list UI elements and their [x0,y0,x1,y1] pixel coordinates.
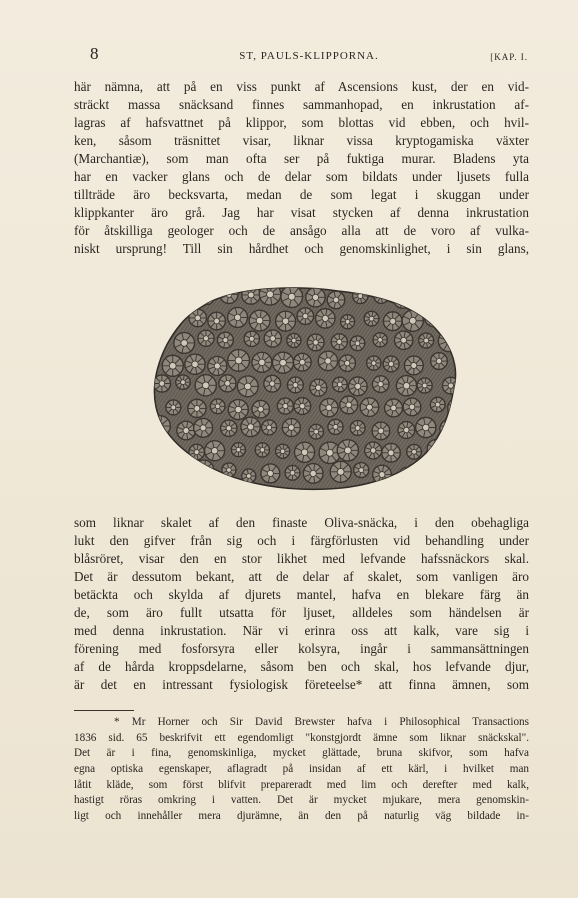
rosette-cell [294,398,311,415]
rosette-cell [407,444,422,459]
rosette-cell [287,377,303,393]
rosette-cell [219,375,236,392]
rosette-cell [154,290,169,305]
rosette-cell [310,379,327,396]
rosette-cell [276,444,290,458]
rosette-cell [228,307,248,327]
text-line: för åtskilliga geologer och de ansågo alla att de voro af vulka- [74,223,529,239]
rosette-cell [262,420,277,435]
rosette-cell [261,464,280,483]
rosette-cell [382,443,401,462]
rosette-cell [417,286,437,306]
rosette-cell [174,462,195,483]
rosette-cell [417,378,432,393]
rosette-cell [373,333,387,347]
rosette-cell [222,463,236,477]
text-line: (Marchantiæ), som man ofta ser på fuktiga murar. Bladens yta [74,151,529,167]
rosette-cell [281,286,303,308]
footnote-rule [74,710,134,711]
text-line: tillträde äro becksvarta, medan de som legat i skuggan under [74,187,529,203]
rosette-cell [348,377,367,396]
rosette-cell [330,461,351,482]
rosette-cell [287,333,301,347]
rosette-cell [430,397,445,412]
rosette-cell [295,442,315,462]
rosette-cell [365,442,382,459]
text-line: sträckt massa snäcksand finnes sammanhopad, en inkrustation af- [74,97,529,113]
page-number: 8 [90,44,99,63]
rosette-cell [217,332,233,348]
rosette-cell [198,330,214,346]
rosette-cell [231,443,245,457]
rosette-cell [174,333,195,354]
running-title: ST, PAULS-KLIPPORNA. [239,50,379,62]
footnote-line: låtit kläde, som först blifvit prepareradt med lim och derefter med kalk, [74,778,529,791]
rosette-cell [394,331,412,349]
rosette-cell [339,355,356,372]
text-line: blåsröret, visar den en stor likhet med lefvande hafssnäckors skal. [74,551,529,567]
rosette-cell [249,310,270,331]
paragraph-lower [74,514,529,694]
rosette-cell [372,422,390,440]
rosette-cell [194,460,214,480]
text-line: förening med fosforsyra eller kolsyra, ingår i sammansättningen [74,641,529,657]
rosette-cell [306,288,325,307]
rosette-cell [372,376,389,393]
rosette-cell [277,398,293,414]
text-line: som liknar skalet af den finaste Oliva-snäcka, i den obehagliga [74,515,529,530]
rosette-cell [416,417,436,437]
rosette-cell [367,356,381,370]
rosette-cell [285,465,300,480]
rosette-cell [364,311,379,326]
text-line: ken, såsom träsnittet visar, liknar vissa kryptogamiska växter [74,133,529,149]
paragraph-upper [74,78,529,258]
text-line: med denna inkrustation. När vi erinra oss att kalk, vare sig i [74,623,529,639]
text-line: niskt ursprung! Till sin hårdhet och genomskinlighet, i sin glans, [74,241,529,257]
rosette-cell [162,355,183,376]
rosette-cell [350,421,365,436]
rosette-cell [354,463,369,478]
rosette-cell [399,467,415,483]
text-line: Det är dessutom bekant, att de delar af skalet, som vanligen äro [74,569,529,585]
rosette-cell [264,375,281,392]
text-line: är det en intressant fysiologisk företeelse* att finna ämnen, som [74,677,529,693]
rosette-cell [189,309,207,327]
rosette-cell [153,331,168,346]
text-line: af de hårda kroppsdelarne, såsom ben och skal, hos lefvande djur, [74,659,529,675]
rosette-cell [341,315,355,329]
rosette-cell [328,419,343,434]
rosette-cell [385,399,403,417]
text-line: betäckta och skylda af djurets mantel, hafva en blekare färg än [74,587,529,603]
rosette-cell [437,287,455,305]
text-line: klippkanter äro grå. Jag har visat stycken af denna inkrustation [74,205,529,221]
rosette-cell [396,376,416,396]
rosette-cell [309,424,324,439]
chapter-marker: [KAP. I. [490,52,528,62]
rosette-cell [327,291,345,309]
engraving-illustration [148,283,464,493]
text-line: har en vacker glans och de delar som bildats under ljusets fulla [74,169,529,185]
rosette-cell [176,290,191,305]
rosette-cell [404,356,423,375]
text-line: lukt den gifver från sig och i färgförlusten vid behandling under [74,533,529,549]
footnote [74,715,529,825]
rosette-cell [198,288,214,304]
rosette-cell [439,463,455,479]
rosette-cell [417,462,437,482]
rosette-cell [194,418,213,437]
rosette-cell [162,442,179,459]
rosette-cell [438,330,459,351]
text-line: lagras af hafsvattnet på klippor, som blottas vid ebben, och hvil- [74,115,529,131]
rosette-cell [205,441,225,461]
rosette-cell [242,286,260,304]
rosette-cell [176,375,190,389]
rosette-cell [403,398,421,416]
rosette-cell [337,440,358,461]
rosette-cell [221,420,237,436]
rosette-cell [293,353,311,371]
footnote-line: * Mr Horner och Sir David Brewster hafva i Philosophical Transactions [114,716,529,728]
rosette-cell [177,421,196,440]
rosette-cell [350,336,365,351]
rosette-cell [332,377,347,392]
rosette-cell [424,307,444,327]
rosette-cell [152,468,168,484]
rosette-cell [272,352,293,373]
rosette-cell [447,444,464,463]
footnote-line: ligt och innehåller mera djurämne, än den på naturlig väg bildade in- [74,810,529,823]
rosette-cell [383,356,399,372]
footnote-line: Det är i fina, genomskinliga, mycket glättade, bruna skifvor, som hafva [74,747,529,760]
rosette-cell [208,312,226,330]
rosette-cell [208,356,227,375]
rosette-cell [373,465,392,484]
rosette-cell [331,334,347,350]
rosette-cell [398,422,415,439]
text-line: här nämna, att på en viss punkt af Ascensions kust, der en vid- [74,79,529,94]
rosette-cell [402,310,423,331]
rosette-cell [228,350,250,372]
rosette-cell [252,352,272,372]
rosette-cell [340,396,358,414]
rosette-cell [259,284,281,306]
rosette-cell [252,400,270,418]
rosette-cell [241,417,260,436]
rosette-cell [228,400,248,420]
rosette-cell [303,464,323,484]
rosette-cell [307,334,324,351]
rosette-cell [237,376,258,397]
rosette-cell [318,351,337,370]
footnote-line: 1836 sid. 65 beskrifvit ett egendomligt "konstgjordt ämne som liknar snäckskal". [74,731,529,744]
rosette-cell [166,400,181,415]
rosette-cell [360,398,379,417]
rosette-cell [316,309,335,328]
rosette-cell [189,444,205,460]
footnote-line: hastigt röras omkring i vatten. Det är mycket mjukare, mera genomskin- [74,794,529,807]
rosette-cell [320,399,338,417]
rosette-cell [244,331,259,346]
rosette-cell [297,308,314,325]
footnote-line: egna optiska egenskaper, aflagradt på insidan af ett kärl, i hvilket man [74,763,529,776]
rosette-cell [442,377,459,394]
rosette-cell [185,354,205,374]
rosette-cell [452,313,464,329]
rosette-cell [161,309,180,328]
rosette-cell [383,312,402,331]
rosette-cell [210,399,225,414]
page-header [90,44,528,68]
rosette-cell [353,288,368,303]
rosette-cell [282,419,300,437]
rosette-cell [264,330,281,347]
rosette-cell [153,375,170,392]
rosette-cell [195,375,216,396]
rosette-cell [255,443,269,457]
rosette-cell [419,333,434,348]
rosette-cell [431,353,448,370]
incrustation-engraving [148,283,464,493]
rosette-cell [276,311,296,331]
text-line: de, som äro fullt utsatta för ljuset, alldeles som händelsen är [74,605,529,621]
rosette-cell [374,289,389,304]
rosette-cell [188,399,206,417]
